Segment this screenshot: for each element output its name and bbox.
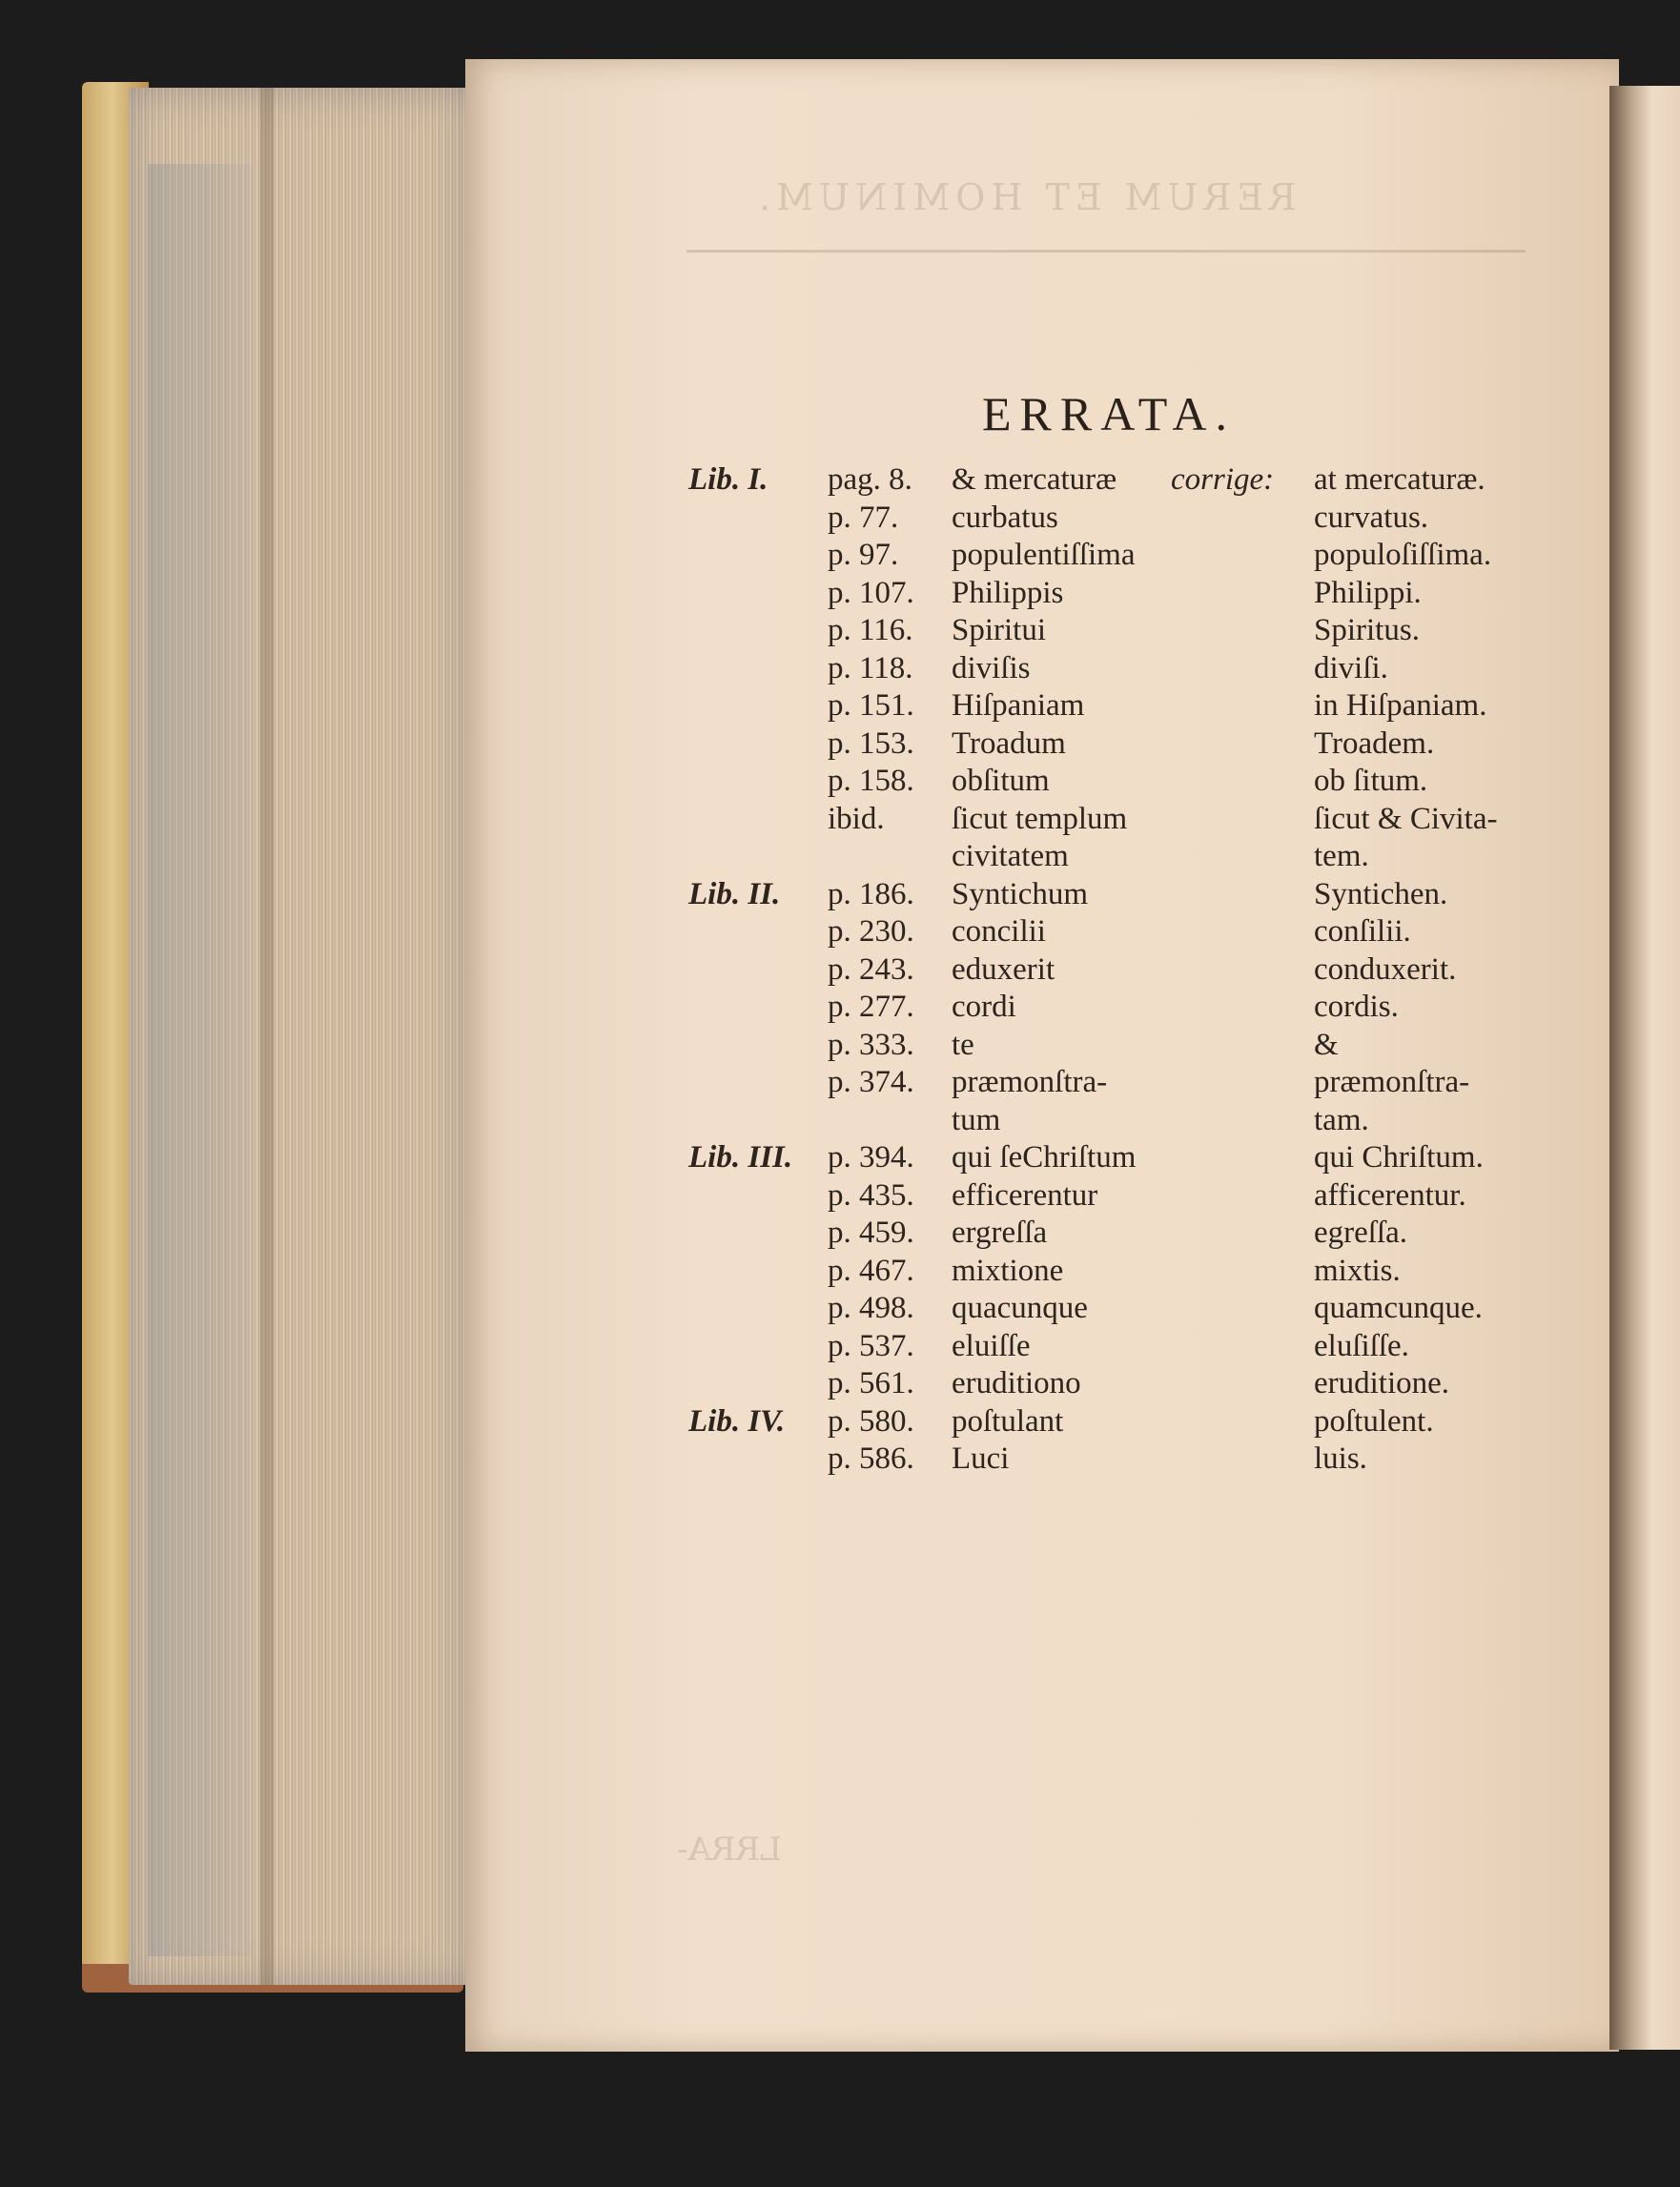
errata-wrong-text: eduxerit [952, 951, 1055, 987]
errata-row [0, 802, 1680, 840]
errata-row [0, 1178, 1680, 1216]
errata-row [0, 651, 1680, 689]
errata-wrong-text: ergreſſa [952, 1216, 1048, 1250]
errata-correct-text: luis. [1314, 1441, 1367, 1476]
errata-row [0, 990, 1680, 1028]
errata-correct-text: afficerentur. [1314, 1177, 1466, 1213]
errata-correct-text: at mercaturæ. [1314, 462, 1485, 497]
errata-title: ERRATA. [982, 387, 1236, 440]
errata-wrong-text: obſitum [952, 764, 1050, 798]
errata-correct-text: Philippi. [1314, 575, 1422, 610]
errata-correct-text: conduxerit. [1314, 951, 1457, 987]
errata-row [0, 1216, 1680, 1254]
errata-correct-text: ob ſitum. [1314, 764, 1428, 798]
errata-row [0, 726, 1680, 765]
errata-page-ref: p. 97. [828, 538, 899, 572]
errata-row [0, 1441, 1680, 1480]
errata-wrong-text: Philippis [952, 575, 1064, 610]
errata-wrong-text: efficerentur [952, 1177, 1098, 1213]
errata-page-ref: p. 537. [828, 1328, 914, 1363]
errata-correct-text: egreſſa. [1314, 1216, 1408, 1250]
errata-row [0, 462, 1680, 501]
errata-page-ref: p. 158. [828, 764, 914, 798]
errata-wrong-text: præmonſtra- [952, 1065, 1108, 1099]
errata-wrong-text: qui ſeChriſtum [952, 1140, 1137, 1175]
errata-row [0, 1366, 1680, 1404]
errata-page-ref: p. 374. [828, 1065, 914, 1099]
errata-book-label: Lib. II. [688, 876, 781, 911]
errata-page-ref: p. 186. [828, 876, 914, 911]
errata-correct-text: Troadem. [1314, 726, 1435, 761]
errata-row [0, 1065, 1680, 1103]
errata-row [0, 501, 1680, 539]
show-through-catchword: LRRA- [677, 1830, 782, 1869]
errata-page-ref: p. 580. [828, 1403, 914, 1439]
errata-row [0, 1103, 1680, 1141]
errata-wrong-text: eruditiono [952, 1366, 1081, 1400]
errata-correct-text: quamcunque. [1314, 1291, 1483, 1325]
errata-page-ref: p. 230. [828, 914, 914, 949]
errata-row [0, 914, 1680, 952]
errata-book-label: Lib. I. [688, 462, 768, 497]
show-through-rule [686, 250, 1526, 253]
errata-wrong-text: concilii [952, 914, 1046, 949]
errata-wrong-text: Luci [952, 1441, 1010, 1476]
errata-wrong-text: Hiſpaniam [952, 688, 1085, 723]
errata-row [0, 952, 1680, 991]
errata-page-ref: p. 435. [828, 1177, 914, 1213]
errata-page-ref: p. 243. [828, 951, 914, 987]
errata-page-ref: p. 116. [828, 613, 913, 647]
errata-wrong-text: cordi [952, 990, 1016, 1024]
errata-wrong-text: eluiſſe [952, 1328, 1031, 1363]
errata-correct-text: poſtulent. [1314, 1403, 1434, 1439]
errata-correct-text: tam. [1314, 1102, 1369, 1137]
errata-page-ref: p. 561. [828, 1366, 914, 1400]
errata-wrong-text: curbatus [952, 500, 1058, 535]
errata-wrong-text: Spiritui [952, 613, 1047, 647]
errata-row [0, 1028, 1680, 1066]
errata-wrong-text: Troadum [952, 726, 1066, 761]
errata-page-ref: p. 118. [828, 650, 913, 685]
errata-page-ref: p. 498. [828, 1291, 914, 1325]
errata-wrong-text: & mercaturæ [952, 462, 1117, 497]
errata-wrong-text: Syntichum [952, 876, 1089, 911]
errata-correct-text: mixtis. [1314, 1253, 1401, 1288]
errata-correct-text: cordis. [1314, 990, 1399, 1024]
errata-row [0, 1291, 1680, 1329]
errata-page-ref: p. 277. [828, 990, 914, 1024]
errata-correct-text: tem. [1314, 839, 1369, 873]
errata-row [0, 1329, 1680, 1367]
errata-correct-text: conſilii. [1314, 914, 1411, 949]
errata-row [0, 1404, 1680, 1442]
errata-wrong-text: populentiſſima [952, 538, 1136, 572]
errata-correct-text: eluſiſſe. [1314, 1328, 1409, 1363]
errata-correct-text: eruditione. [1314, 1366, 1450, 1400]
errata-page-ref: pag. 8. [828, 462, 912, 497]
errata-page-ref: ibid. [828, 801, 885, 836]
errata-page-ref: p. 107. [828, 575, 914, 610]
errata-correct-text: Spiritus. [1314, 613, 1420, 647]
errata-book-label: Lib. III. [688, 1140, 793, 1175]
errata-correct-text: Syntichen. [1314, 876, 1448, 911]
errata-row [0, 877, 1680, 915]
errata-page-ref: p. 459. [828, 1216, 914, 1250]
errata-corrige-word: corrige: [1171, 462, 1275, 497]
errata-page-ref: p. 333. [828, 1027, 914, 1062]
errata-correct-text: in Hiſpaniam. [1314, 688, 1487, 723]
errata-wrong-text: diviſis [952, 650, 1031, 685]
errata-correct-text: ſicut & Civita- [1314, 801, 1498, 836]
errata-wrong-text: te [952, 1027, 974, 1062]
errata-page-ref: p. 153. [828, 726, 914, 761]
errata-correct-text: præmonſtra- [1314, 1065, 1470, 1099]
errata-correct-text: populoſiſſima. [1314, 538, 1492, 572]
errata-page-ref: p. 77. [828, 500, 899, 535]
errata-correct-text: diviſi. [1314, 650, 1388, 685]
errata-row [0, 1254, 1680, 1292]
errata-row [0, 538, 1680, 576]
errata-correct-text: curvatus. [1314, 500, 1429, 535]
errata-wrong-text: mixtione [952, 1253, 1064, 1288]
errata-correct-text: & [1314, 1027, 1339, 1062]
errata-wrong-text: civitatem [952, 839, 1069, 873]
errata-wrong-text: tum [952, 1102, 1001, 1137]
errata-page-ref: p. 467. [828, 1253, 914, 1288]
errata-book-label: Lib. IV. [688, 1403, 786, 1439]
errata-page-ref: p. 394. [828, 1140, 914, 1175]
errata-page-ref: p. 586. [828, 1441, 914, 1476]
errata-row [0, 839, 1680, 877]
errata-correct-text: qui Chriſtum. [1314, 1140, 1484, 1175]
errata-wrong-text: quacunque [952, 1291, 1088, 1325]
errata-row [0, 688, 1680, 726]
errata-row [0, 613, 1680, 651]
errata-row [0, 1140, 1680, 1178]
errata-row [0, 576, 1680, 614]
errata-wrong-text: poſtulant [952, 1403, 1064, 1439]
errata-wrong-text: ſicut templum [952, 801, 1128, 836]
errata-page-ref: p. 151. [828, 688, 914, 723]
show-through-running-head: RERUM ET HOMINUM. [753, 176, 1297, 218]
errata-row [0, 764, 1680, 802]
